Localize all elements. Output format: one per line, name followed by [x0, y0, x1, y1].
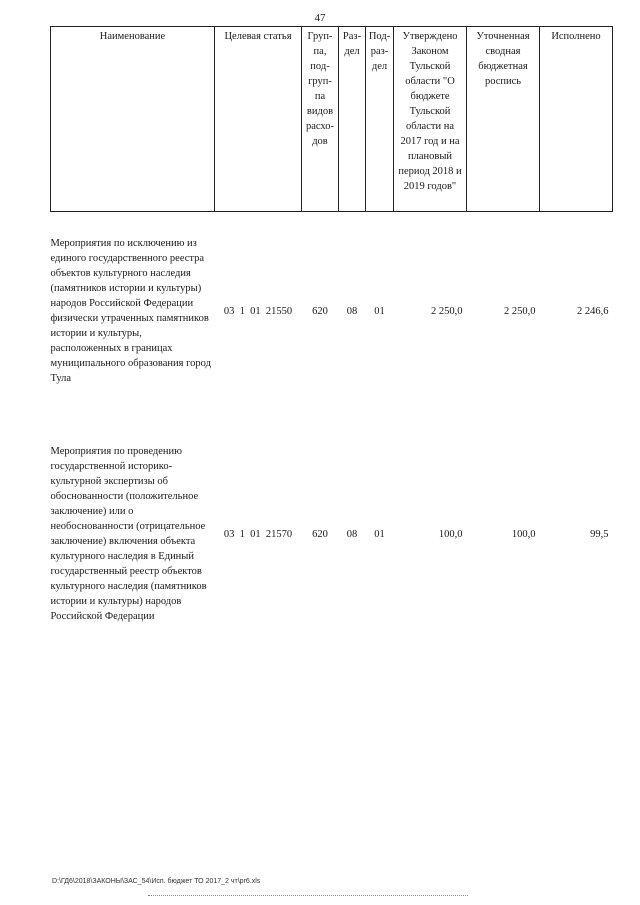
row-name: Мероприятия по исключению из единого государственного реестра объектов культурного наследия (памятников истории и культуры) народов Российской Федерации физически утраченных памятников истории и культуры, расположенных в границах муниципального образования город Тула — [50, 238, 211, 384]
row-subsection: 01 — [374, 528, 385, 540]
row-revised: 100,0 — [511, 528, 536, 540]
header-approved: Утверждено Законом Тульской области "О бюджете Тульской области на 2017 год и на плановый период 2018 и 2019 годов" — [394, 27, 467, 212]
header-expense-group: Груп-па, под-груп-па видов расхо-дов — [302, 27, 339, 212]
table-header-row — [51, 27, 613, 212]
row-approved: 2 250,0 — [431, 305, 463, 317]
footer-divider — [148, 895, 468, 896]
table-row — [51, 410, 613, 658]
row-revised: 2 250,0 — [504, 305, 536, 317]
header-name: Наименование — [51, 27, 215, 212]
row-target-article: 03 1 01 21550 — [223, 305, 293, 317]
header-revised: Уточненная сводная бюджетная роспись — [467, 27, 540, 212]
table-row — [51, 212, 613, 411]
row-section: 08 — [346, 305, 358, 317]
header-section: Раз-дел — [339, 27, 366, 212]
header-target-article: Целевая статья — [215, 27, 302, 212]
row-expense-group: 620 — [312, 528, 328, 540]
footer-file-path: D:\ГД6\2018\ЗАКОНЫ\ЗАС_54\Исп. бюджет ТО 2017_2 чт\pr6.xls — [52, 878, 261, 885]
row-executed: 99,5 — [590, 528, 609, 540]
header-executed: Исполнено — [540, 27, 613, 212]
row-name: Мероприятия по проведению государственной историко-культурной экспертизы об обоснованности (положительное заключение) или о необоснованности (отрицательное заключение) включения объекта культурного наследия в Единый государственный реестр объектов культурного наследия (памятников истории и культуры) народов Российской Федерации — [50, 446, 207, 622]
row-expense-group: 620 — [312, 305, 328, 317]
row-subsection: 01 — [374, 305, 385, 317]
row-approved: 100,0 — [438, 528, 463, 540]
page-number: 47 — [314, 12, 326, 24]
budget-execution-table — [50, 26, 613, 658]
row-section: 08 — [346, 528, 358, 540]
row-executed: 2 246,6 — [577, 305, 609, 317]
row-target-article: 03 1 01 21570 — [223, 528, 293, 540]
header-subsection: Под-раз-дел — [366, 27, 394, 212]
